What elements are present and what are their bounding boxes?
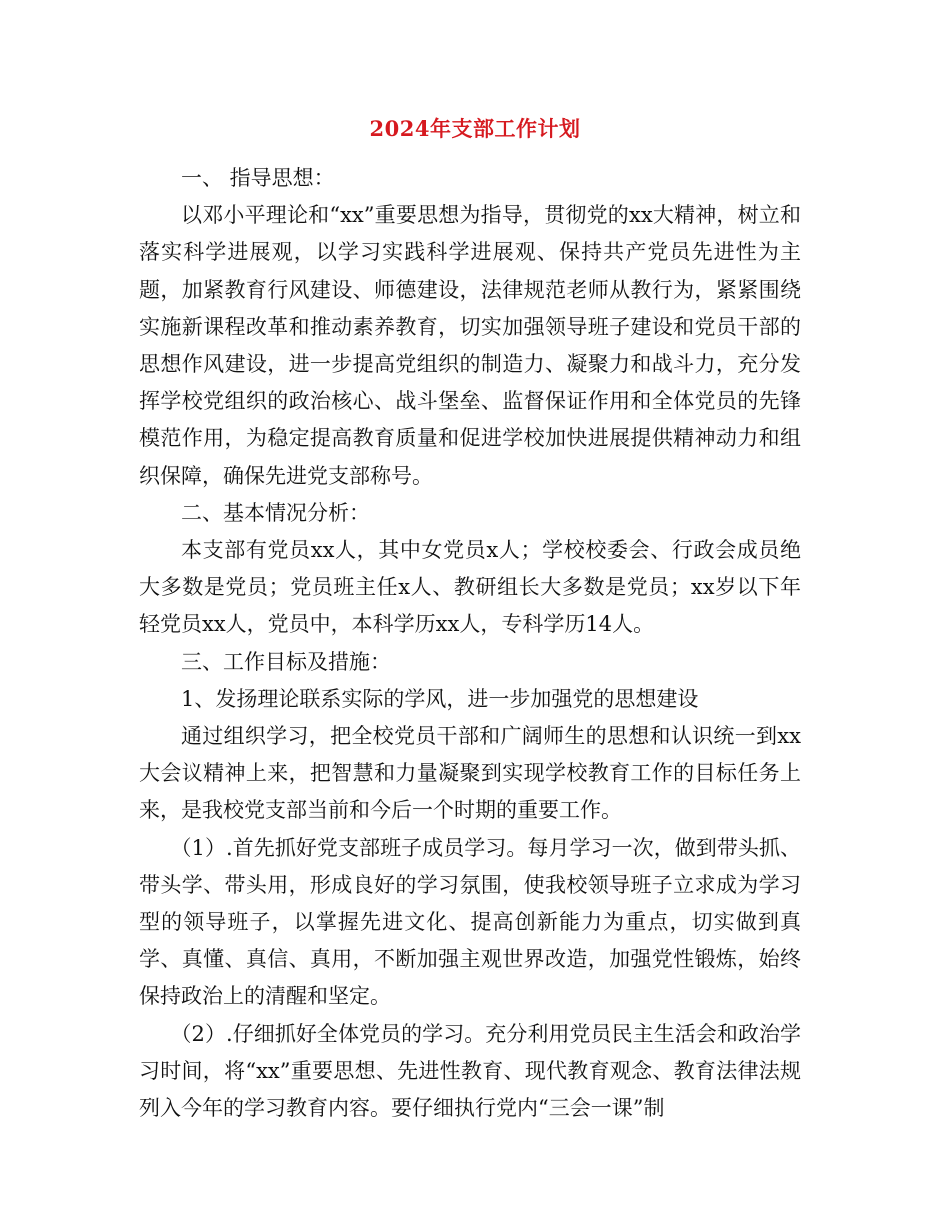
document-title: 2024年支部工作计划 <box>369 116 581 141</box>
subheading-theory-practice: 1、发扬理论联系实际的学风，进一步加强党的思想建设 <box>181 686 699 711</box>
section-heading-goals-measures: 三、工作目标及措施： <box>181 649 391 674</box>
section-heading-basic-situation: 二、基本情况分析： <box>181 500 370 525</box>
paragraph-item-1: （1）.首先抓好党支部班子成员学习。每月学习一次，做到带头抓、带头学、带头用，形成良好的学习氛围，使我校领导班子立求成为学习型的领导班子，以掌握先进文化、提高创新能力为重点，切实做到真学、真懂、真信、真用，不断加强主观世界改造，加强党性锻炼，始终保持政治上的清醒和坚定。 <box>139 835 801 1009</box>
document-body <box>139 160 801 1127</box>
section-heading-guiding-thought: 一、 指导思想： <box>181 166 335 190</box>
paragraph-basic-situation: 本支部有党员xx人，其中女党员x人；学校校委会、行政会成员绝大多数是党员；党员班主任x人、教研组长大多数是党员；xx岁以下年轻党员xx人，党员中，本科学历xx人，专科学历14人。 <box>139 538 801 637</box>
paragraph-organize-study: 通过组织学习，把全校党员干部和广阔师生的思想和认识统一到xx大会议精神上来，把智慧和力量凝聚到实现学校教育工作的目标任务上来，是我校党支部当前和今后一个时期的重要工作。 <box>139 724 801 823</box>
paragraph-item-2: （2）.仔细抓好全体党员的学习。充分利用党员民主生活会和政治学习时间，将“xx”重要思想、先进性教育、现代教育观念、教育法律法规列入今年的学习教育内容。要仔细执行党内“三会一课”制 <box>139 1021 801 1121</box>
paragraph-guiding-thought: 以邓小平理论和“xx”重要思想为指导，贯彻党的xx大精神，树立和落实科学进展观，以学习实践科学进展观、保持共产党员先进性为主题，加紧教育行风建设、师德建设，法律规范老师从教行为，紧紧围绕实施新课程改革和推动素养教育，切实加强领导班子建设和党员干部的思想作风建设，进一步提高党组织的制造力、凝聚力和战斗力，充分发挥学校党组织的政治核心、战斗堡垒、监督保证作用和全体党员的先锋模范作用，为稳定提高教育质量和促进学校加快进展提供精神动力和组织保障，确保先进党支部称号。 <box>139 203 801 488</box>
